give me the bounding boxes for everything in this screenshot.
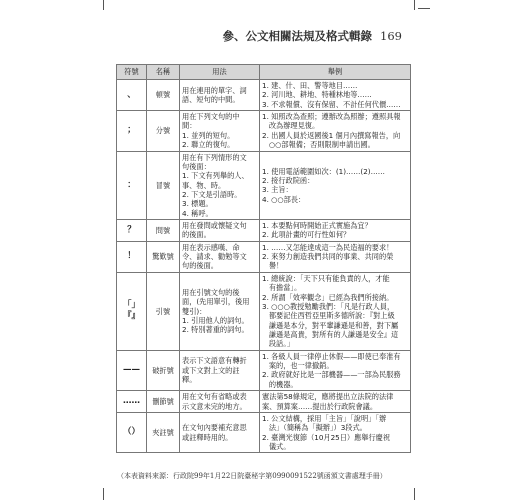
example-line: 謙遜是本分，對平輩謙遜是和善，對下屬: [262, 320, 399, 330]
example-line: 4. ○○部長：: [262, 194, 306, 204]
name-cell: 引號: [147, 272, 180, 350]
example-line: 2. 所謂「效率觀念」已經為我們所接納。: [262, 292, 394, 302]
table-row: [117, 241, 411, 272]
usage-line: 句的後面。: [182, 261, 218, 271]
example-line: 都要記住西哲亞里斯多德所說：『對上級: [262, 311, 395, 321]
usage-line: 用在表示感嘆、命: [182, 242, 240, 252]
example-line: 儀式。: [262, 441, 291, 451]
usage-line: 語、短句的中間。: [182, 95, 240, 105]
example-line: 2. 政府就好比是一部機器——一部為民服務: [262, 370, 401, 380]
usage-line: 用在引號文句的後: [182, 287, 240, 297]
example-line: 3. ○○○教授勉勵我們：「凡是行政人員，: [262, 301, 395, 311]
usage-line: 句後面：: [182, 161, 211, 171]
example-cell: [260, 272, 411, 350]
source-note: （本表資料來源：行政院99年1月22日院臺秘字第0990091522號函頒文書處理手冊）: [117, 472, 387, 480]
example-line: 案的，也一律撤銷。: [262, 361, 334, 371]
crop-mark-bottom-left: [103, 488, 104, 500]
usage-line: 用在文句有省略或表: [182, 392, 247, 402]
example-line: 1. 本要點何時開始正式實施為宜？: [262, 221, 372, 231]
usage-line: 面，(先用單引，後用: [182, 297, 250, 307]
example-cell: [260, 80, 411, 111]
example-line: 1. 使用電話範圍如次：(1)……(2)……: [262, 166, 385, 176]
name-cell: 分號: [147, 111, 180, 151]
usage-line: 的後面。: [182, 230, 211, 240]
symbol-cell: 「」『』: [117, 272, 147, 350]
usage-line: 用在發問或懷疑文句: [182, 221, 247, 231]
usage-cell: [180, 220, 260, 242]
header-symbol: 符號: [117, 65, 147, 80]
usage-line: 表示下文語意有轉折: [182, 356, 247, 366]
name-cell: 冒號: [147, 151, 180, 220]
example-line: 3. 不求報償、沒有保留、不計任何代價……: [262, 99, 401, 109]
usage-cell: [180, 272, 260, 350]
usage-line: 釋。: [182, 375, 197, 385]
usage-line: 2. 聯立的復句。: [182, 140, 235, 150]
example-line: 1. 建、什、田、警等地目……: [262, 81, 358, 90]
example-line: 1. 公文結構，採用「主旨」「說明」「辦: [262, 413, 387, 423]
usage-line: 3. 標題。: [182, 199, 213, 209]
usage-line: 令、請求、勸勉等文: [182, 252, 247, 262]
usage-line: 2. 特別著重的詞句。: [182, 325, 249, 335]
example-line: 1. 各級人員一律停止休假——即使已奉准有: [262, 351, 401, 361]
name-cell: 刪節號: [147, 391, 180, 413]
usage-cell: [180, 350, 260, 390]
table-row: [117, 80, 411, 111]
symbol-cell: ！: [117, 241, 147, 272]
usage-line: 4. 稱呼。: [182, 208, 213, 218]
example-line: 法」（簡稱為「擬辦」）3段式。: [262, 423, 367, 433]
example-line: 1. 總統說：「天下只有能負責的人，才能: [262, 273, 390, 283]
punctuation-table: [116, 64, 411, 453]
name-cell: 驚歎號: [147, 241, 180, 272]
usage-cell: [180, 151, 260, 220]
symbol-cell: ：: [117, 151, 147, 220]
usage-line: 用在連用的單字、詞: [182, 85, 247, 95]
usage-line: 事、物、時。: [182, 180, 226, 190]
example-line: 憲法第58條規定，應將提出立法院的法律: [262, 392, 394, 402]
usage-line: 1. 並列的短句。: [182, 130, 235, 140]
table-row: [117, 151, 411, 220]
table-row: [117, 111, 411, 151]
example-line: 案、預算案……提出於行政院會議。: [262, 401, 378, 411]
symbol-cell: ——: [117, 350, 147, 390]
name-cell: 頓號: [147, 80, 180, 111]
usage-line: 2. 下文是引語時。: [182, 189, 242, 199]
example-line: 2. 接行政院函：: [262, 175, 315, 185]
example-line: 有擔當」。: [262, 283, 302, 293]
symbol-cell: 、: [117, 80, 147, 111]
symbol-cell: ？: [117, 220, 147, 242]
example-line: 1. ……又怎能達成這一為民造福的要求！: [262, 242, 394, 252]
crop-mark-top-right: [414, 0, 415, 10]
example-cell: [260, 111, 411, 151]
page-number: 169: [380, 29, 402, 43]
usage-cell: [180, 80, 260, 111]
usage-cell: [180, 111, 260, 151]
usage-line: 或註釋時用的。: [182, 432, 233, 442]
example-line: 譽！: [262, 261, 284, 271]
running-header: [223, 28, 402, 44]
name-cell: 夾註號: [147, 412, 180, 452]
crop-mark-bottom-right: [414, 488, 415, 500]
example-line: 2. 此項計畫的可行性如何？: [262, 230, 351, 240]
table-body: [117, 80, 411, 453]
table-row: [117, 220, 411, 242]
table-row: [117, 391, 411, 413]
example-cell: [260, 412, 411, 452]
usage-line: 用在下列文句的中: [182, 112, 240, 122]
usage-line: 在文句內要補充意思: [182, 423, 247, 433]
table-row: [117, 272, 411, 350]
example-cell: [260, 350, 411, 390]
table-row: [117, 412, 411, 452]
usage-cell: [180, 412, 260, 452]
header-title: 參、公文相關法規及格式輯錄: [222, 29, 373, 43]
example-line: 謙遜是高貴，對所有的人謙遜是安全』這: [262, 329, 399, 339]
name-cell: 破折號: [147, 350, 180, 390]
example-line: 2. 臺灣光復節（10月25日）應舉行慶祝: [262, 432, 391, 442]
symbol-cell: （）: [117, 412, 147, 452]
example-line: 2. 河川地、耕地、特種林地等……: [262, 90, 372, 100]
usage-line: 或下文對上文的註: [182, 365, 240, 375]
symbol-cell: ……: [117, 391, 147, 413]
usage-line: 示文意未完的地方。: [182, 401, 247, 411]
symbol-cell: ；: [117, 111, 147, 151]
example-line: 3. 主旨：: [262, 185, 293, 195]
crop-mark-top-right-h: [418, 8, 430, 9]
example-line: 改為辦理見復。: [262, 121, 320, 131]
usage-line: 雙引)：: [182, 306, 207, 316]
table-header-row: [117, 65, 411, 80]
header-name: 名稱: [147, 65, 180, 80]
header-usage: 用法: [180, 65, 260, 80]
table-row: [117, 350, 411, 390]
usage-cell: [180, 391, 260, 413]
crop-mark-top-left: [103, 0, 104, 10]
usage-line: 間：: [182, 121, 197, 131]
example-line: 2. 出國人員於返國後1 個月內撰寫報告，向: [262, 130, 401, 140]
example-cell: [260, 391, 411, 413]
example-line: ○○部報備；否則限制申請出國。: [262, 140, 375, 150]
example-line: 1. 知照改為查照；遵辦改為照辦；遵照具報: [262, 112, 401, 122]
example-line: 的機器。: [262, 379, 298, 389]
example-cell: [260, 151, 411, 220]
usage-cell: [180, 241, 260, 272]
usage-line: 用在有下列情形的文: [182, 152, 247, 162]
example-cell: [260, 241, 411, 272]
example-line: 段話。」: [262, 339, 295, 349]
example-cell: [260, 220, 411, 242]
usage-line: 1. 引用他人的詞句。: [182, 315, 249, 325]
header-example: 舉例: [260, 65, 411, 80]
example-line: 2. 來努力創造我們共同的事業、共同的榮: [262, 252, 394, 262]
usage-line: 1. 下文有列舉的人、: [182, 171, 249, 181]
name-cell: 問號: [147, 220, 180, 242]
